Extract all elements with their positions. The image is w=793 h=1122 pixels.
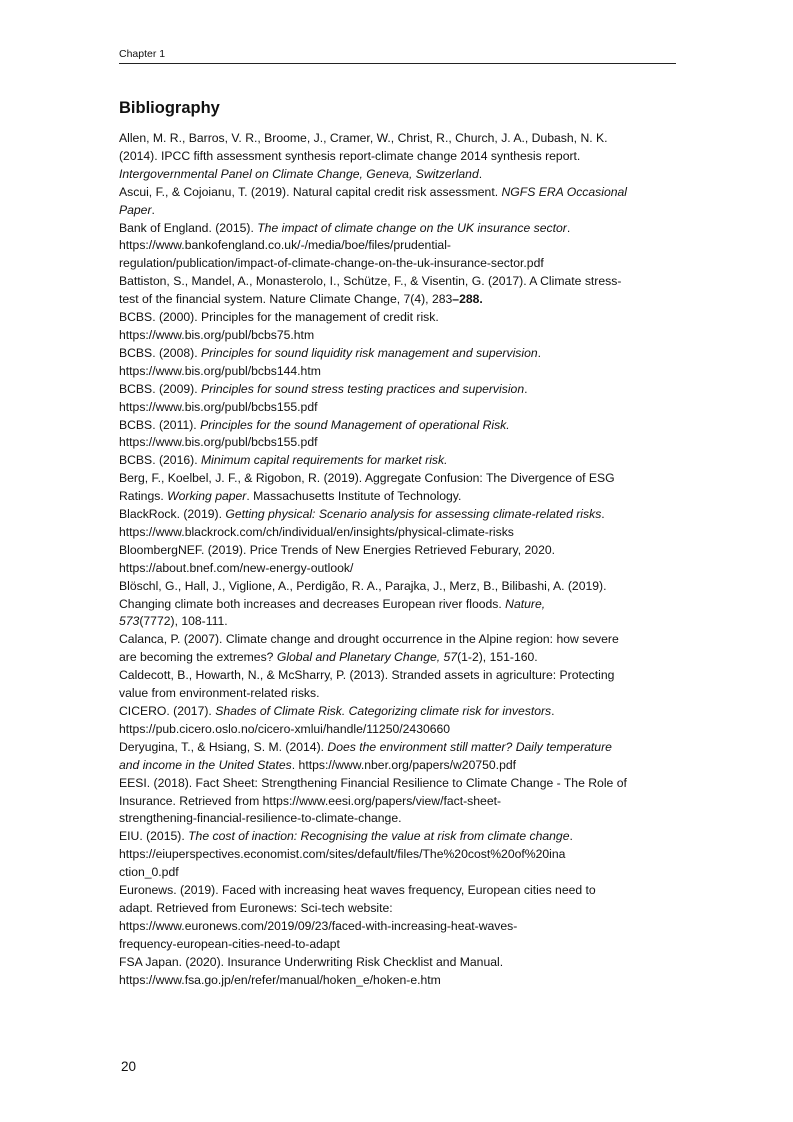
- bibliography-entry: [119, 703, 679, 739]
- entry-text: Blöschl, G., Hall, J., Viglione, A., Perdigão, R. A., Parajka, J., Merz, B., Bilibashi, A. (2019).: [119, 578, 607, 593]
- entry-line: [119, 685, 679, 703]
- entry-text: Allen, M. R., Barros, V. R., Broome, J., Cramer, W., Christ, R., Church, J. A., Dubash, N. K.: [119, 131, 608, 145]
- bibliography-entry: [119, 542, 679, 578]
- entry-line: [119, 220, 679, 238]
- entry-line: [119, 972, 679, 990]
- entry-line: [119, 578, 679, 596]
- entry-line: [119, 202, 679, 220]
- entry-line: [119, 452, 679, 470]
- entry-text: BCBS. (2016).: [119, 453, 201, 468]
- entry-text: https://pub.cicero.oslo.no/cicero-xmlui/handle/11250/2430660: [119, 721, 451, 736]
- entry-text: .: [151, 202, 155, 217]
- entry-text: BCBS. (2011).: [119, 417, 201, 432]
- bibliography-entry: [119, 220, 679, 274]
- bibliography-entry: [119, 470, 679, 506]
- entry-text: Euronews. (2019). Faced with increasing heat waves frequency, European cities need to: [119, 883, 596, 898]
- entry-line: [119, 882, 679, 900]
- entry-line: [119, 775, 679, 793]
- entry-text: https://www.bis.org/publ/bcbs155.pdf: [119, 435, 318, 450]
- entry-line: [119, 148, 679, 166]
- entry-text: .: [566, 220, 571, 235]
- entry-line: [119, 309, 679, 327]
- entry-text: frequency-european-cities-need-to-adapt: [119, 936, 340, 951]
- entry-text: .: [569, 829, 573, 844]
- entry-text: https://www.bis.org/publ/bcbs75.htm: [119, 327, 315, 342]
- entry-text: Insurance. Retrieved from https://www.eesi.org/papers/view/fact-sheet-: [119, 793, 502, 808]
- bibliography-entry: [119, 381, 679, 417]
- bibliography-entry: [119, 739, 679, 775]
- entry-text: Bank of England. (2015).: [119, 220, 258, 235]
- entry-text: Ratings.: [119, 489, 168, 504]
- entry-line: [119, 184, 679, 202]
- entry-italic-text: 573: [119, 614, 140, 629]
- entry-text: (2014). IPCC fifth assessment synthesis report-climate change 2014 synthesis report.: [119, 148, 581, 163]
- entry-line: [119, 506, 679, 524]
- entry-line: [119, 345, 679, 363]
- entry-line: [119, 667, 679, 685]
- entry-text: value from environment-related risks.: [119, 686, 320, 701]
- entry-italic-text: Intergovernmental Panel on Climate Change, Geneva, Switzerland: [119, 166, 479, 181]
- entry-text: .: [601, 507, 605, 522]
- entry-line: [119, 757, 679, 775]
- entry-italic-text: Paper: [119, 202, 152, 217]
- entry-line: [119, 703, 679, 721]
- entry-text: Battiston, S., Mandel, A., Monasterolo, I., Schütze, F., & Visentin, G. (2017). A Climate stress-: [119, 274, 622, 289]
- entry-line: [119, 560, 679, 578]
- entry-text: Caldecott, B., Howarth, N., & McSharry, P. (2013). Stranded assets in agriculture: Protecting: [119, 668, 615, 683]
- entry-text: . https://www.nber.org/papers/w20750.pdf: [291, 757, 517, 772]
- entry-text: https://www.blackrock.com/ch/individual/en/insights/physical-climate-risks: [119, 524, 514, 539]
- entry-line: [119, 237, 679, 255]
- entry-italic-text: Getting physical: Scenario analysis for assessing climate-related risks: [225, 507, 602, 522]
- entry-line: [119, 273, 679, 291]
- page-number: 20: [121, 1059, 137, 1074]
- entry-line: [119, 936, 679, 954]
- entry-text: Deryugina, T., & Hsiang, S. M. (2014).: [119, 739, 328, 754]
- bibliography-heading: Bibliography: [119, 99, 220, 117]
- entry-text: BlackRock. (2019).: [119, 507, 226, 522]
- entry-line: [119, 488, 679, 506]
- entry-line: [119, 918, 679, 936]
- entry-text: .: [551, 704, 555, 718]
- entry-text: BCBS. (2008).: [119, 345, 201, 360]
- bibliography-entry: [119, 184, 679, 220]
- entry-line: [119, 291, 679, 309]
- entry-text: .: [478, 166, 483, 181]
- bibliography-entry: [119, 775, 679, 829]
- bibliography-entry: [119, 954, 679, 990]
- entry-line: [119, 846, 679, 864]
- entry-text: https://eiuperspectives.economist.com/sites/default/files/The%20cost%20of%20ina: [119, 847, 566, 862]
- entry-italic-text: Global and Planetary Change, 57: [276, 650, 458, 665]
- entry-line: [119, 810, 679, 828]
- entry-text: .: [537, 345, 542, 360]
- entry-italic-text: Principles for sound liquidity risk management and supervision: [200, 345, 538, 360]
- entry-italic-text: Working paper: [167, 489, 247, 504]
- entry-line: [119, 828, 679, 846]
- bibliography-entry: [119, 578, 679, 632]
- entry-text: –288.: [452, 292, 483, 307]
- entry-text: .: [524, 381, 528, 396]
- entry-text: BCBS. (2009).: [119, 381, 201, 396]
- entry-text: EESI. (2018). Fact Sheet: Strengthening Financial Resilience to Climate Change - The Role of: [119, 775, 627, 790]
- entry-text: Changing climate both increases and decreases European river floods.: [119, 596, 506, 611]
- entry-italic-text: NGFS ERA Occasional: [501, 184, 628, 199]
- entry-line: [119, 649, 679, 667]
- entry-text: https://www.bis.org/publ/bcbs155.pdf: [119, 399, 318, 414]
- entry-line: [119, 631, 679, 649]
- entry-italic-text: Nature,: [505, 596, 546, 611]
- bibliography-list: [119, 130, 679, 990]
- entry-line: [119, 130, 679, 148]
- entry-line: [119, 954, 679, 972]
- entry-italic-text: The impact of climate change on the UK insurance sector: [257, 220, 567, 235]
- entry-text: FSA Japan. (2020). Insurance Underwriting Risk Checklist and Manual.: [119, 954, 504, 969]
- entry-italic-text: Minimum capital requirements for market risk.: [200, 453, 448, 468]
- chapter-label: Chapter 1: [119, 48, 166, 60]
- entry-italic-text: Principles for the sound Management of operational Risk.: [200, 417, 510, 432]
- entry-line: [119, 470, 679, 488]
- entry-text: BloombergNEF. (2019). Price Trends of New Energies Retrieved Feburary, 2020.: [119, 542, 556, 557]
- entry-line: [119, 721, 679, 739]
- entry-italic-text: The cost of inaction: Recognising the value at risk from climate change: [188, 829, 570, 844]
- entry-line: [119, 739, 679, 757]
- bibliography-entry: [119, 345, 679, 381]
- entry-text: . Massachusetts Institute of Technology.: [246, 489, 462, 504]
- bibliography-entry: [119, 273, 679, 309]
- entry-line: [119, 417, 679, 435]
- entry-text: https://www.euronews.com/2019/09/23/faced-with-increasing-heat-waves-: [119, 918, 518, 933]
- entry-text: Ascui, F., & Cojoianu, T. (2019). Natural capital credit risk assessment.: [119, 184, 502, 199]
- entry-text: https://about.bnef.com/new-energy-outlook/: [119, 560, 354, 575]
- bibliography-entry: [119, 417, 679, 453]
- entry-line: [119, 542, 679, 560]
- entry-text: (7772), 108-111.: [139, 614, 228, 629]
- entry-text: EIU. (2015).: [119, 829, 189, 844]
- entry-line: [119, 399, 679, 417]
- entry-italic-text: and income in the United States: [119, 757, 292, 772]
- entry-line: [119, 596, 679, 614]
- entry-text: test of the financial system. Nature Climate Change, 7(4), 283: [119, 292, 453, 307]
- entry-text: Berg, F., Koelbel, J. F., & Rigobon, R. (2019). Aggregate Confusion: The Divergence of ESG: [119, 471, 615, 486]
- entry-line: [119, 327, 679, 345]
- entry-text: https://www.fsa.go.jp/en/refer/manual/hoken_e/hoken-e.htm: [119, 972, 441, 987]
- entry-italic-text: Principles for sound stress testing practices and supervision: [200, 381, 525, 396]
- entry-line: [119, 613, 679, 631]
- entry-text: ction_0.pdf: [119, 865, 179, 880]
- entry-line: [119, 363, 679, 381]
- entry-text: are becoming the extremes?: [119, 650, 277, 665]
- entry-line: [119, 255, 679, 273]
- entry-line: [119, 166, 679, 184]
- entry-italic-text: Shades of Climate Risk. Categorizing climate risk for investors: [215, 704, 552, 718]
- entry-text: BCBS. (2000). Principles for the management of credit risk.: [119, 310, 439, 325]
- bibliography-entry: [119, 882, 679, 954]
- entry-text: Calanca, P. (2007). Climate change and drought occurrence in the Alpine region: how severe: [119, 632, 619, 647]
- entry-text: https://www.bis.org/publ/bcbs144.htm: [119, 363, 321, 378]
- bibliography-entry: [119, 309, 679, 345]
- entry-line: [119, 793, 679, 811]
- bibliography-entry: [119, 667, 679, 703]
- entry-line: [119, 864, 679, 882]
- bibliography-entry: [119, 631, 679, 667]
- page-header: [119, 48, 676, 64]
- entry-line: [119, 524, 679, 542]
- bibliography-entry: [119, 828, 679, 882]
- entry-text: (1-2), 151-160.: [457, 650, 538, 665]
- entry-text: strengthening-financial-resilience-to-climate-change.: [119, 811, 402, 826]
- bibliography-entry: [119, 506, 679, 542]
- entry-text: CICERO. (2017).: [119, 704, 216, 718]
- entry-line: [119, 381, 679, 399]
- bibliography-entry: [119, 452, 679, 470]
- entry-text: adapt. Retrieved from Euronews: Sci-tech website:: [119, 900, 393, 915]
- entry-italic-text: Does the environment still matter? Daily temperature: [327, 739, 612, 754]
- entry-line: [119, 434, 679, 452]
- entry-text: regulation/publication/impact-of-climate-change-on-the-uk-insurance-sector.pdf: [119, 256, 544, 271]
- entry-line: [119, 900, 679, 918]
- entry-text: https://www.bankofengland.co.uk/-/media/boe/files/prudential-: [119, 238, 451, 253]
- bibliography-entry: [119, 130, 679, 184]
